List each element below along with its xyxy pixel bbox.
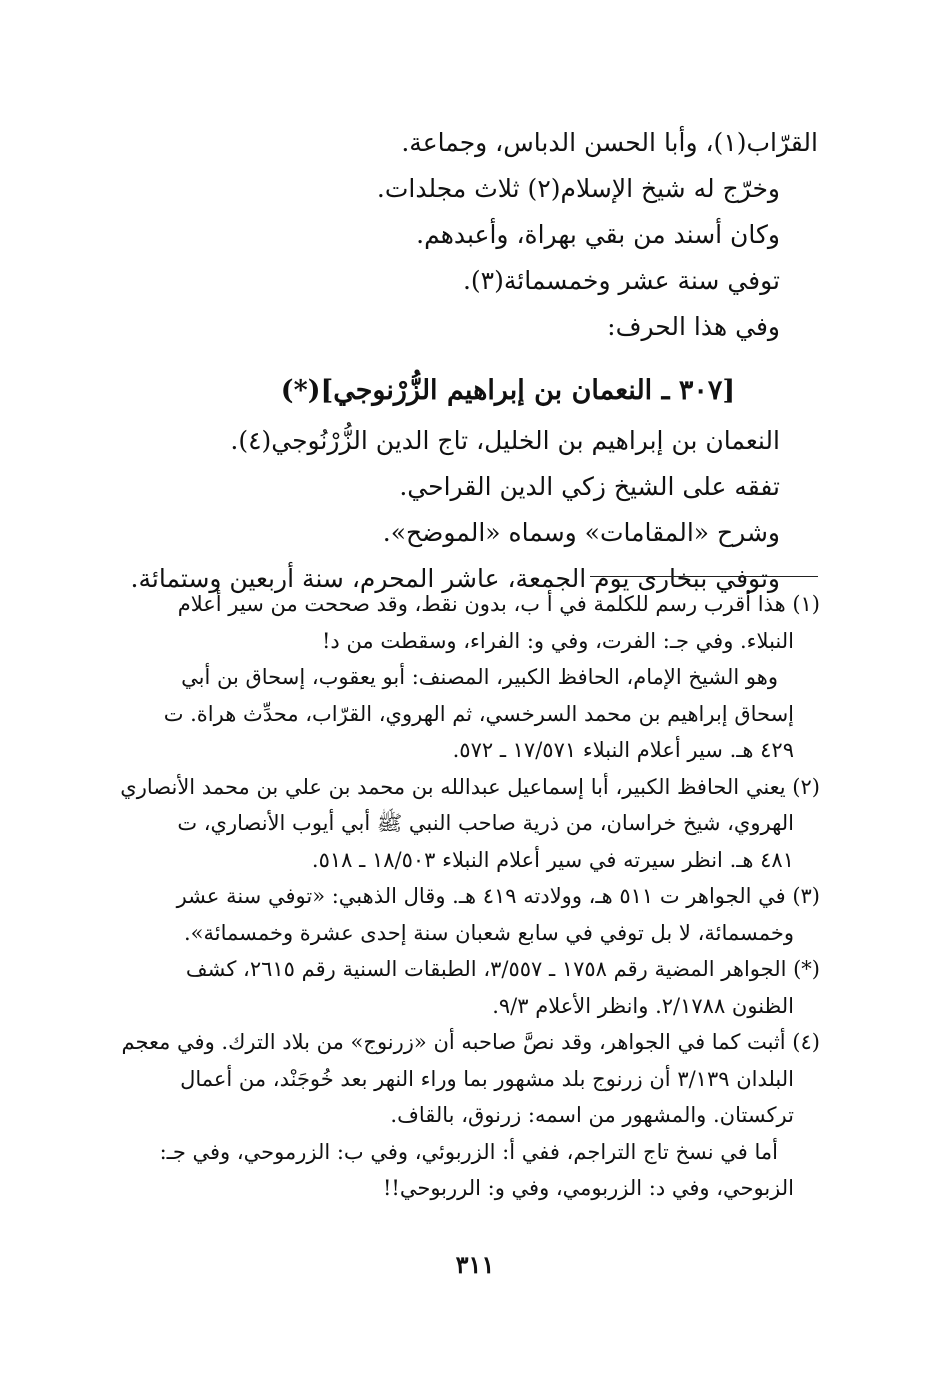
footnote-line: (٤) أثبت كما في الجواهر، وقد نصَّ صاحبه أن «زرنوج» من بلاد الترك. وفي معجم (121, 1030, 820, 1054)
page-number: ٣١١ (455, 1250, 495, 1279)
text-line: القرّاب(١)، وأبا الحسن الدباس، وجماعة. (401, 128, 818, 157)
text-line: تفقه على الشيخ زكي الدين القراحي. (399, 472, 780, 501)
text-line: النعمان بن إبراهيم بن الخليل، تاج الدين الزُّرْنُوجي(٤). (230, 426, 780, 455)
footnote-line: ٤٢٩ هـ. سير أعلام النبلاء ١٧/٥٧١ ـ ٥٧٢. (452, 738, 794, 762)
footnote-line: الهروي، شيخ خراسان، من ذرية صاحب النبي ﷺ أبي أيوب الأنصاري، ت (177, 811, 794, 835)
footnotes (120, 586, 820, 1207)
text-line: وخرّج له شيخ الإسلام(٢) ثلاث مجلدات. (376, 174, 780, 203)
footnote-line: الظنون ٢/١٧٨٨. وانظر الأعلام ٩/٣. (492, 993, 794, 1018)
text-line: وفي هذا الحرف: (607, 312, 780, 341)
text-line: وتوفي ببخارى يوم الجمعة، عاشر المحرم، سنة أربعين وستمائة. (130, 564, 780, 593)
footnote-line: الزبوحي، وفي د: الزربومي، وفي و: الرربوحي!! (382, 1176, 794, 1200)
footnote-line: إسحاق إبراهيم بن محمد السرخسي، ثم الهروي، القرّاب، محدِّث هراة. ت (163, 701, 794, 726)
text-line: توفي سنة عشر وخمسمائة(٣). (462, 266, 780, 295)
footnote-line: وهو الشيخ الإمام، الحافظ الكبير، المصنف: أبو يعقوب، إسحاق بن أبي (181, 665, 778, 689)
footnote-line: (٣) في الجواهر ت ٥١١ هـ، وولادته ٤١٩ هـ. وقال الذهبي: «توفي سنة عشر (176, 884, 820, 908)
footnote-line: أما في نسخ تاج التراجم، ففي أ: الزربوئي، وفي ب: الزرموحي، وفي جـ: (159, 1139, 778, 1164)
footnote-line: البلدان ٣/١٣٩ أن زرنوج بلد مشهور بما وراء النهر بعد خُوجَنْد، من أعمال (180, 1066, 794, 1091)
footnote-line: النبلاء. وفي جـ: الفرت، وفي و: الفراء، وسقطت من د! (321, 628, 794, 653)
footnote-line: تركستان. والمشهور من اسمه: زرنوق، بالقاف. (390, 1103, 794, 1127)
entry-heading: [٣٠٧ ـ النعمان بن إبراهيم الزُّرْنوجي](*) (280, 375, 736, 406)
footnote-line: (١) هذا أقرب رسم للكلمة في أ ب، بدون نقط، وقد صححت من سير أعلام (177, 592, 820, 616)
main-text (118, 120, 818, 602)
footnote-separator (590, 576, 818, 577)
footnote-line: (*) الجواهر المضية رقم ١٧٥٨ ـ ٣/٥٥٧، الطبقات السنية رقم ٢٦١٥، كشف (185, 957, 820, 981)
footnote-line: ٤٨١ هـ. انظر سيرته في سير أعلام النبلاء ١٨/٥٠٣ ـ ٥١٨. (311, 847, 794, 872)
footnote-line: (٢) يعني الحافظ الكبير، أبا إسماعيل عبدالله بن محمد بن علي بن محمد الأنصاري (120, 774, 820, 799)
text-line: وكان أسند من بقي بهراة، وأعبدهم. (416, 220, 780, 249)
footnote-line: وخمسمائة، لا بل توفي في سابع شعبان سنة إحدى عشرة وخمسمائة». (183, 920, 794, 945)
text-line: وشرح «المقامات» وسماه «الموضح». (382, 518, 780, 547)
